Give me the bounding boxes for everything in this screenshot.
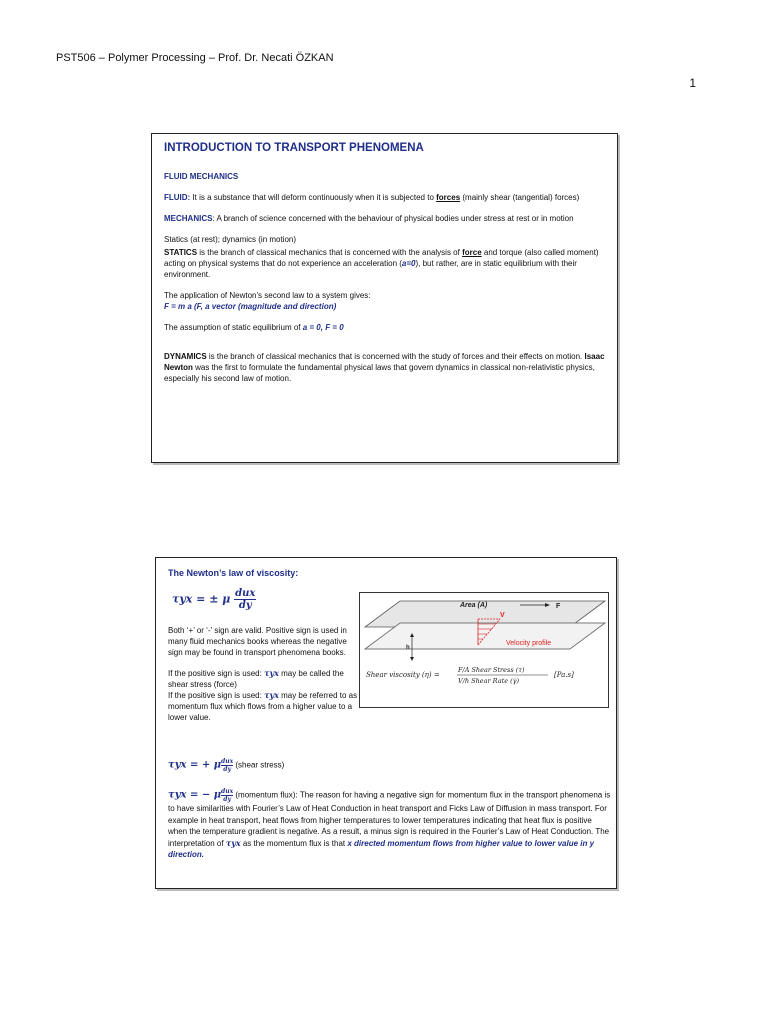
sign-paragraph: Both ‘+’ or ‘-’ sign are valid. Positive sign is used in many fluid mechanics books whereas the negative sign may be found in transport phenomena books. [168,626,347,657]
slide-newton-viscosity [155,557,617,889]
page-number: 1 [689,76,696,90]
positive-sign-flux: If the positive sign is used: τyx may be referred to as momentum flux which flows from a higher value to a lower value. [168,690,358,722]
fluid-definition: FLUID: It is a substance that will deform continuously when it is subjected to forces (mainly shear (tangential) forces) [164,193,580,202]
static-equilibrium: The assumption of static equilibrium of a = 0, F = 0 [164,323,344,332]
slide-title: The Newton’s law of viscosity: [168,568,299,578]
slide-title: INTRODUCTION TO TRANSPORT PHENOMENA [164,142,424,154]
shear-flow-diagram [359,592,609,708]
section-subtitle: FLUID MECHANICS [164,172,239,181]
area-label: Area (A) [460,602,488,609]
positive-sign-shear: If the positive sign is used: τyx may be called the shear stress (force) [168,668,344,689]
viscosity-equation: τyx = ± μ $\frac{\text{dux}}{dy}$ [172,588,256,611]
formula-lhs: Shear viscosity (η) = [366,671,440,679]
slide-intro-transport [151,133,618,463]
force-label: F [556,603,561,610]
mechanics-definition: MECHANICS: A branch of science concerned with the behaviour of physical bodies under stress at rest or in motion [164,214,574,223]
formula-unit: [Pa.s] [554,671,574,679]
velocity-profile-label: Velocity profile [506,640,552,647]
statics-definition: STATICS is the branch of classical mechanics that is concerned with the analysis of force and torque (also called moment) acting on physical systems that do not experience an acceleration (a=0), but rather, are in static equilibrium with their environment. [164,248,599,279]
dynamics-definition: DYNAMICS is the branch of classical mechanics that is concerned with the study of forces and their effects on motion. Isaac Newton was the first to formulate the fundamental physical laws that govern dynamics in classical non-relativistic physics, especially his second law of motion. [164,352,605,383]
plates-illustration [360,593,608,707]
shear-stress-equation: τyx = + μ $\frac{\text{dux}}{dy}$ (shear stress) [168,758,285,773]
formula-denominator: V/h Shear Rate (γ̇) [458,677,520,685]
sign-explanation [168,625,361,733]
statics-dynamics-line: Statics (at rest); dynamics (in motion) [164,235,297,244]
newton-second-law: The application of Newton's second law to a system gives: F = m a (F, a vector (magnitude and direction) [164,291,371,311]
velocity-label: V [500,612,505,619]
momentum-flux-paragraph: τyx = − μ $\frac{\text{dux}}{dy}$ (momentum flux): The reason for having a negative sign for momentum flux in the transport phenomena is to have similarities with Fourier’s Law of Heat Conduction in heat transport and Ficks Law of Diffusion in mass transport. For example in heat transport, heat flows from higher temperatures to lower temperatures indicating that heat flux is positive when the temperature gradient is negative. As a result, a minus sign is required in the Fourier’s Law of Heat Conduction. The interpretation of τyx as the momentum flux is that x directed momentum flows from higher value to lower value in y direction. [168,788,611,859]
slide-body [164,171,609,394]
height-label: h [406,645,410,651]
document-header: PST506 – Polymer Processing – Prof. Dr. Necati ÖZKAN [56,52,334,64]
formula-numerator: F/A Shear Stress (τ) [458,666,525,674]
